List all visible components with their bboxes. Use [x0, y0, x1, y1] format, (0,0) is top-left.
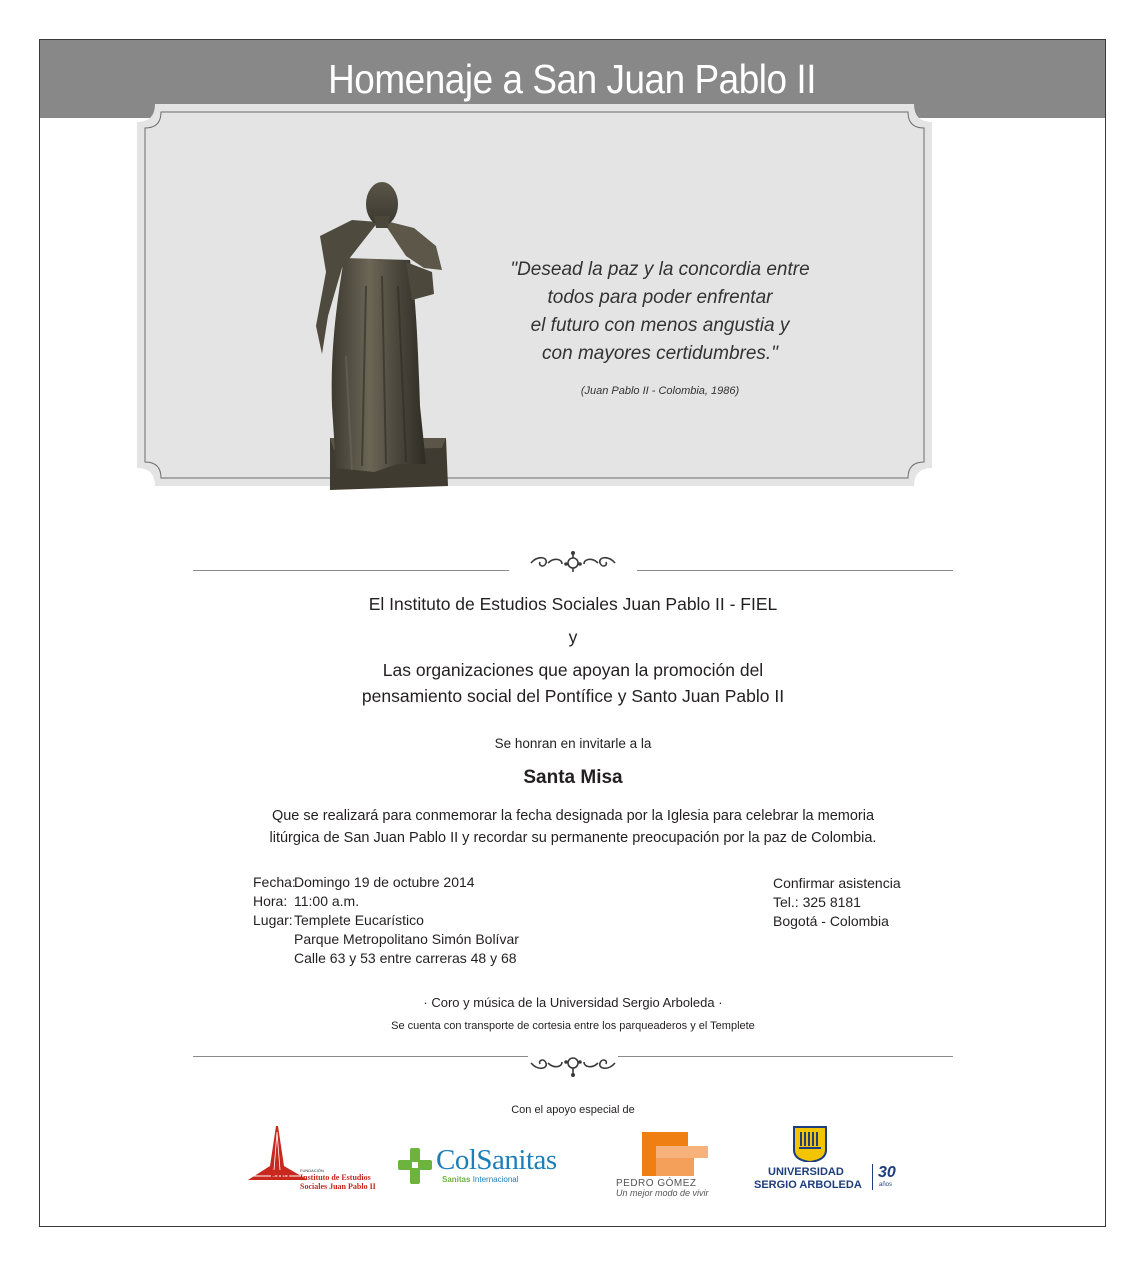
quote-line: el futuro con menos angustia y [530, 315, 790, 336]
transport-note: Se cuenta con transporte de cortesia entre los parqueaderos y el Templete [391, 1020, 755, 1032]
colsanitas-sub-2: Internacional [472, 1175, 519, 1184]
lugar-value-2: Parque Metropolitano Simón Bolívar [294, 931, 519, 947]
rsvp-block [773, 874, 901, 931]
colsanitas-sub-1: Sanitas [442, 1175, 471, 1184]
quote-text [480, 256, 840, 368]
rsvp-title: Confirmar asistencia [773, 875, 901, 891]
ornament-bottom-icon [528, 1053, 618, 1079]
fiel-line-1: Instituto de Estudios [300, 1173, 371, 1182]
fecha-label: Fecha: [253, 874, 296, 890]
statue-image [286, 176, 456, 494]
quote-line: "Desead la paz y la concordia entre [510, 259, 810, 280]
organizations-line-1: Las organizaciones que apoyan la promoción del [382, 660, 764, 680]
rsvp-phone: Tel.: 325 8181 [773, 894, 861, 910]
hora-value: 11:00 a.m. [294, 893, 360, 909]
page-title: Homenaje a San Juan Pablo II [328, 55, 817, 102]
quote-citation: (Juan Pablo II - Colombia, 1986) [580, 385, 740, 397]
usa-line-1: UNIVERSIDAD [768, 1166, 844, 1178]
usa-line-2: SERGIO ARBOLEDA [754, 1179, 862, 1191]
hora-label: Hora: [253, 893, 288, 909]
honor-text: Se honran en invitarle a la [494, 736, 652, 751]
usa-logo [754, 1126, 904, 1192]
fecha-value: Domingo 19 de octubre 2014 [294, 874, 475, 890]
divider-left [193, 570, 509, 571]
pedro-gomez-logo [614, 1132, 726, 1198]
lugar-label: Lugar: [253, 912, 293, 928]
usa-shield-icon [793, 1126, 827, 1162]
description-line-2: litúrgica de San Juan Pablo II y recordar su permanente preocupación por la paz de Colombia. [269, 830, 877, 846]
fiel-name: FIEL [270, 1171, 294, 1182]
usa-anos: años [879, 1182, 893, 1188]
pedro-gomez-emblem-icon [642, 1132, 708, 1176]
lugar-value-1: Templete Eucarístico [294, 912, 424, 928]
colsanitas-name: ColSanitas [436, 1144, 557, 1176]
lugar-value-3: Calle 63 y 53 entre carreras 48 y 68 [294, 950, 517, 966]
colsanitas-cross-icon [398, 1148, 432, 1184]
organizer-text: El Instituto de Estudios Sociales Juan Pablo II - FIEL [368, 594, 778, 614]
event-title: Santa Misa [523, 767, 623, 788]
conjunction-text: y [568, 627, 578, 647]
pedro-gomez-name: PEDRO GÓMEZ [616, 1178, 697, 1189]
quote-line: con mayores certidumbres." [542, 343, 778, 364]
fiel-line-2: Sociales Juan Pablo II [300, 1182, 376, 1191]
pedro-gomez-tagline: Un mejor modo de vivir [616, 1188, 709, 1198]
sponsors-intro: Con el apoyo especial de [511, 1104, 635, 1116]
quote-line: todos para poder enfrentar [547, 287, 773, 308]
ornament-icon [528, 549, 618, 573]
event-details [253, 873, 519, 968]
colsanitas-logo [398, 1144, 593, 1188]
description-line-1: Que se realizará para conmemorar la fecha designada por la Iglesia para celebrar la memoria [271, 808, 875, 824]
organizations-line-2: pensamiento social del Pontífice y Santo Juan Pablo II [361, 686, 785, 706]
usa-years: 30 [878, 1164, 896, 1181]
fiel-logo [248, 1126, 378, 1196]
rsvp-city: Bogotá - Colombia [773, 913, 889, 929]
choir-note: · Coro y música de la Universidad Sergio Arboleda · [423, 995, 723, 1010]
fiel-small: FUNDACIÓN [300, 1168, 324, 1173]
divider-right [637, 570, 953, 571]
